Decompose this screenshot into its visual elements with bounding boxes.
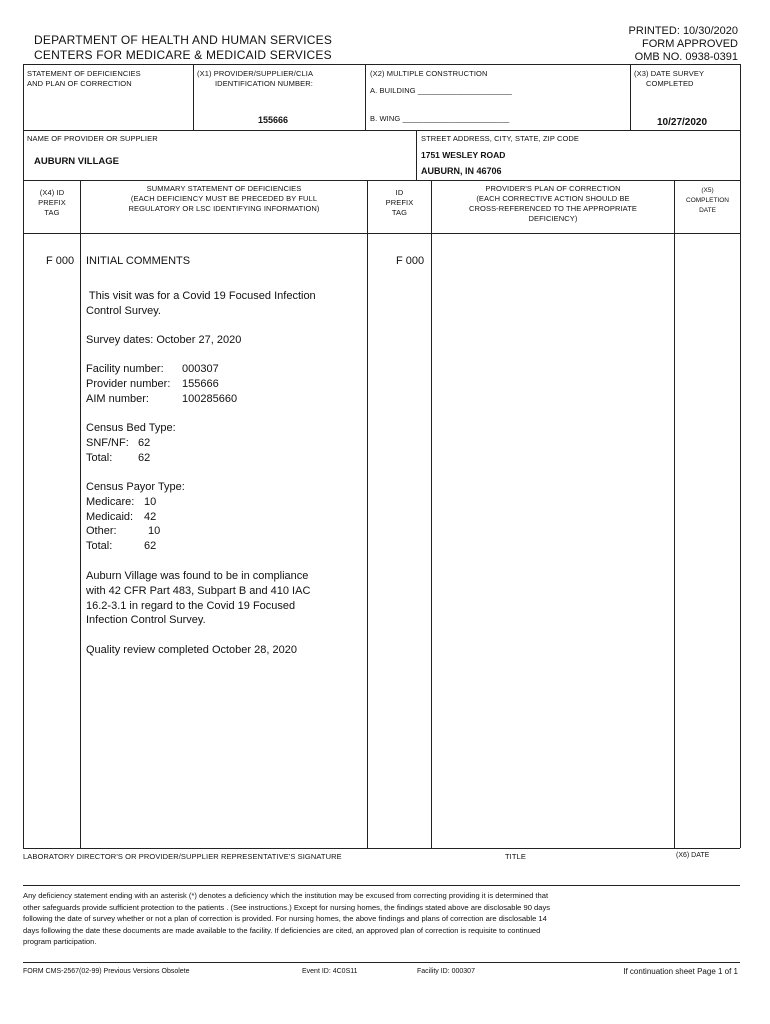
col-divider-3	[431, 180, 432, 848]
provider-name-label: NAME OF PROVIDER OR SUPPLIER	[27, 134, 158, 143]
disclaimer: Any deficiency statement ending with an asterisk (*) denotes a deficiency which the institution may be excused from correcting providing it is determined that other safeguards provide sufficient protection to the patients . (See instructions.) Except for nursing homes, the findings stated above are disclosable 90 days following the date of survey whether or not a plan of correction is provided. For nursing homes, the above findings and plans of correction are disclosable 14 days following the date these documents are made available to the facility. If deficiencies are cited, an approved plan of correction is requisite to continued program participation.	[23, 891, 551, 947]
prefix-tag-left: F 000	[46, 255, 75, 267]
facility-id: Facility ID: 000307	[417, 968, 475, 975]
provider-id-value: 155666	[258, 115, 289, 125]
address-label: STREET ADDRESS, CITY, STATE, ZIP CODE	[421, 134, 580, 143]
x1-label: (X1) PROVIDER/SUPPLIER/CLIA IDENTIFICATION NUMBER:	[197, 69, 314, 88]
compliance-statement: Auburn Village was found to be in compliance with 42 CFR Part 483, Subpart B and 410 IAC 16.2-3.1 in regard to the Covid 19 Focused Infection Control Survey.	[86, 570, 311, 627]
other-row: Other: 10	[86, 525, 161, 538]
rule-footer	[23, 962, 740, 963]
col-divider-1	[80, 180, 81, 848]
wing-label: B. WING _________________________	[370, 114, 510, 123]
agency-header	[34, 33, 332, 63]
border-right	[740, 64, 741, 848]
building-label: A. BUILDING ______________________	[370, 86, 512, 95]
aim-number-row: AIM number: 100285660	[86, 392, 238, 405]
x2-label: (X2) MULTIPLE CONSTRUCTION	[370, 69, 488, 78]
border-left	[23, 64, 24, 848]
form-number: FORM CMS-2567(02-99) Previous Versions Obsolete	[23, 968, 190, 975]
rule-signature	[23, 848, 740, 849]
x3-label: (X3) DATE SURVEY COMPLETED	[634, 69, 705, 88]
facility-identifiers	[86, 362, 336, 406]
col-divider-4	[674, 180, 675, 848]
divider-address	[416, 130, 417, 180]
rule-column-headers	[23, 233, 740, 234]
initial-comments-heading: INITIAL COMMENTS	[86, 255, 191, 267]
payor-total-row: Total: 62	[86, 540, 157, 553]
summary-statement-header: SUMMARY STATEMENT OF DEFICIENCIES (EACH DEFICIENCY MUST BE PRECEDED BY FULL REGULATORY OR LSC IDENTIFYING INFORMATION)	[128, 184, 320, 213]
agency-name: CENTERS FOR MEDICARE & MEDICAID SERVICES	[34, 48, 332, 62]
address-line-2: AUBURN, IN 46706	[421, 166, 502, 176]
survey-dates: Survey dates: October 27, 2020	[86, 334, 242, 346]
rule-provider	[23, 180, 740, 181]
snf-row: SNF/NF: 62	[86, 436, 151, 449]
page-indicator: If continuation sheet Page 1 of 1	[623, 967, 738, 976]
title-label: TITLE	[505, 852, 526, 861]
survey-completed-date: 10/27/2020	[657, 117, 708, 128]
medicare-row: Medicare: 10	[86, 495, 157, 508]
medicaid-row: Medicaid: 42	[86, 510, 157, 523]
id-prefix-tag-header: ID PREFIX TAG	[385, 188, 414, 217]
facility-number-row: Facility number: 000307	[86, 363, 219, 375]
department-name: DEPARTMENT OF HEALTH AND HUMAN SERVICES	[34, 33, 333, 47]
prefix-tag-right: F 000	[396, 255, 425, 267]
col-divider-2	[367, 180, 368, 848]
quality-review: Quality review completed October 28, 2020	[86, 644, 297, 656]
x4-prefix-tag-header: (X4) ID PREFIX TAG	[38, 188, 66, 217]
provider-name: AUBURN VILLAGE	[34, 156, 119, 167]
form-status-block	[629, 25, 738, 64]
form-approved-label: FORM APPROVED	[642, 38, 738, 50]
address-line-1: 1751 WESLEY ROAD	[421, 150, 506, 160]
census-payor-type: Census Payor Type: Medicare: 10 Medicaid: 42 Other: 10 Total: 62	[86, 480, 336, 554]
plan-of-correction-header: PROVIDER'S PLAN OF CORRECTION (EACH CORRECTIVE ACTION SHOULD BE CROSS-REFERENCED TO THE APPROPRIATE DEFICIENCY)	[469, 184, 637, 223]
rule-top	[23, 64, 740, 65]
divider-x2	[365, 64, 366, 130]
rule-disclaimer	[23, 885, 740, 886]
divider-x3	[630, 64, 631, 130]
divider-x1	[193, 64, 194, 130]
event-id: Event ID: 4C0S11	[302, 968, 358, 975]
completion-date-header: (X5) COMPLETION DATE	[686, 187, 729, 214]
omb-number: OMB NO. 0938-0391	[634, 51, 738, 63]
census-bed-type: Census Bed Type: SNF/NF: 62 Total: 62	[86, 421, 336, 465]
rule-info	[23, 130, 740, 131]
provider-number-row: Provider number: 155666	[86, 377, 219, 390]
signature-date-label: (X6) DATE	[676, 852, 710, 859]
visit-description: This visit was for a Covid 19 Focused Infection Control Survey.	[86, 290, 316, 317]
bed-total-row: Total: 62	[86, 451, 151, 464]
signature-label: LABORATORY DIRECTOR'S OR PROVIDER/SUPPLIER REPRESENTATIVE'S SIGNATURE	[23, 852, 342, 861]
printed-date: PRINTED: 10/30/2020	[628, 25, 738, 37]
statement-label: STATEMENT OF DEFICIENCIES AND PLAN OF CORRECTION	[27, 69, 141, 88]
